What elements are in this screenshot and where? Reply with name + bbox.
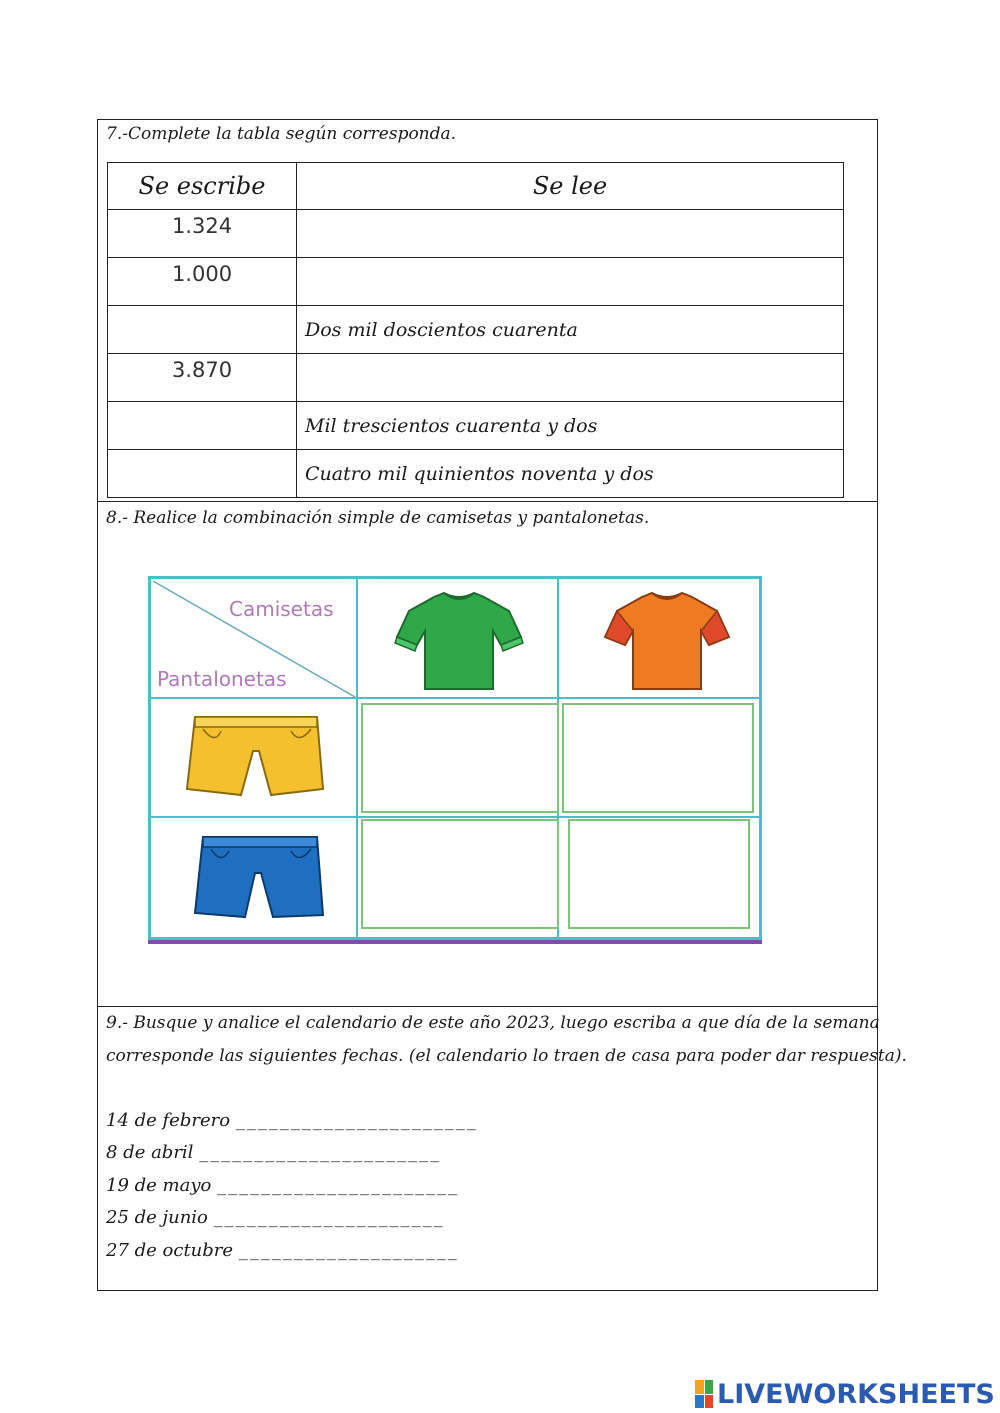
number-table: [107, 162, 844, 498]
orange-shirt-icon: [597, 589, 737, 693]
liveworksheets-logo: [695, 1377, 995, 1411]
table-row: [108, 258, 844, 306]
q7-title: 7.-Complete la tabla según corresponda.: [106, 124, 457, 144]
date-item: [106, 1110, 478, 1131]
q9-title-line2: corresponde las siguientes fechas. (el calendario lo traen de casa para poder dar respuesta).: [106, 1046, 907, 1066]
answer-box[interactable]: [361, 819, 559, 929]
q9-title-line1: 9.- Busque y analice el calendario de este año 2023, luego escriba a que día de la semana: [106, 1013, 880, 1033]
read-cell[interactable]: [297, 354, 844, 402]
read-cell[interactable]: Cuatro mil quinientos noventa y dos: [297, 450, 844, 498]
answer-box[interactable]: [562, 703, 754, 813]
section-divider: [97, 501, 878, 502]
logo-text: LIVEWORKSHEETS: [717, 1378, 995, 1410]
table-row: [108, 354, 844, 402]
section-divider: [97, 1006, 878, 1007]
answer-blank[interactable]: _____________________: [213, 1207, 445, 1228]
answer-box[interactable]: [361, 703, 559, 813]
green-shirt-icon: [389, 589, 529, 693]
logo-mark-icon: [695, 1380, 713, 1408]
table-row: [108, 306, 844, 354]
date-label: 14 de febrero: [106, 1110, 231, 1131]
date-label: 25 de junio: [106, 1207, 208, 1228]
table-row: [108, 450, 844, 498]
date-item: [106, 1142, 441, 1163]
table-row: [108, 402, 844, 450]
header-read: Se lee: [297, 163, 844, 210]
date-item: [106, 1175, 459, 1196]
label-pantalonetas: Pantalonetas: [157, 667, 287, 691]
answer-blank[interactable]: ____________________: [238, 1240, 459, 1261]
yellow-shorts-icon: [181, 711, 331, 801]
answer-box[interactable]: [568, 819, 750, 929]
written-cell[interactable]: 1.000: [108, 258, 297, 306]
date-label: 19 de mayo: [106, 1175, 212, 1196]
written-cell[interactable]: 3.870: [108, 354, 297, 402]
written-cell[interactable]: 1.324: [108, 210, 297, 258]
header-written: Se escribe: [108, 163, 297, 210]
date-label: 8 de abril: [106, 1142, 194, 1163]
date-item: [106, 1207, 445, 1228]
written-cell[interactable]: [108, 402, 297, 450]
read-cell[interactable]: [297, 258, 844, 306]
read-cell[interactable]: [297, 210, 844, 258]
written-cell[interactable]: [108, 450, 297, 498]
table-row: [108, 210, 844, 258]
answer-blank[interactable]: ______________________: [217, 1175, 460, 1196]
date-label: 27 de octubre: [106, 1240, 234, 1261]
combination-grid: [148, 576, 762, 940]
read-cell[interactable]: Dos mil doscientos cuarenta: [297, 306, 844, 354]
read-cell[interactable]: Mil trescientos cuarenta y dos: [297, 402, 844, 450]
answer-blank[interactable]: ______________________: [199, 1142, 442, 1163]
label-camisetas: Camisetas: [229, 597, 334, 621]
date-item: [106, 1240, 459, 1261]
blue-shorts-icon: [189, 831, 329, 923]
answer-blank[interactable]: ______________________: [235, 1110, 478, 1131]
written-cell[interactable]: [108, 306, 297, 354]
grid-bottom-bar: [148, 940, 762, 944]
q8-title: 8.- Realice la combinación simple de camisetas y pantalonetas.: [106, 508, 650, 528]
